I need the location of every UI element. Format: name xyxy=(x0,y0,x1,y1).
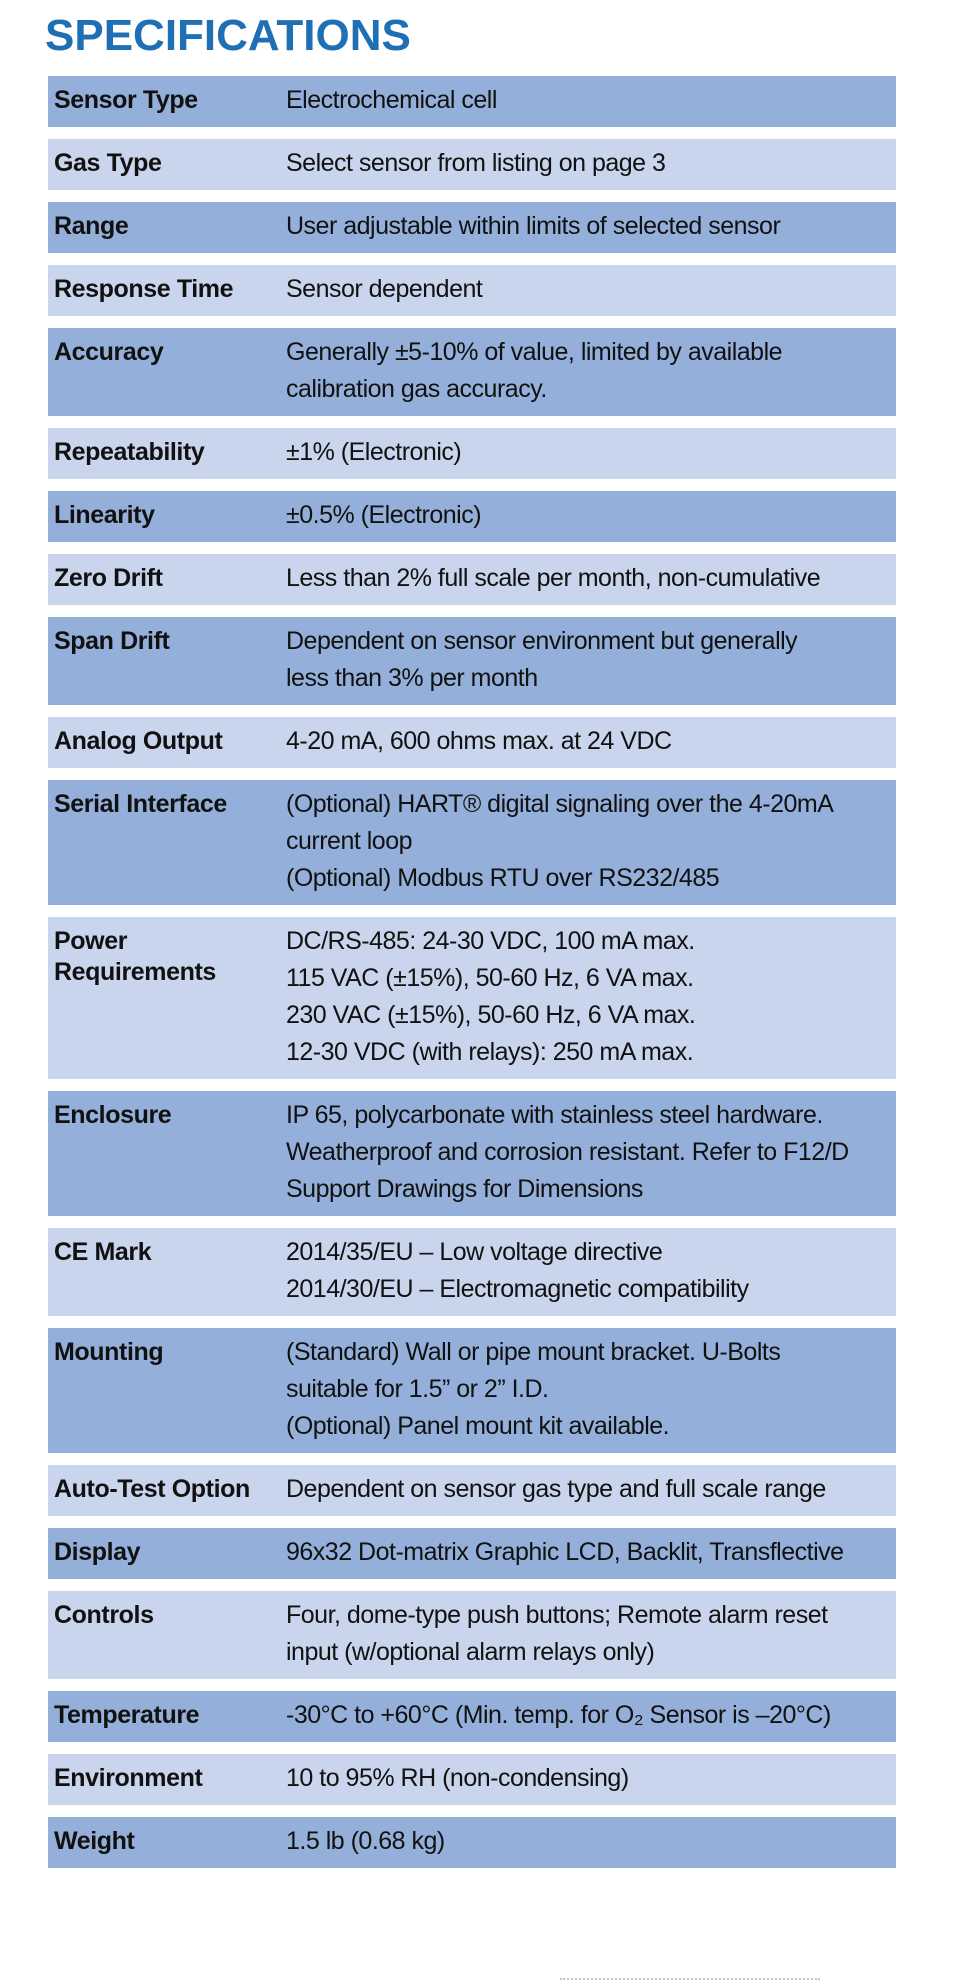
page-title: SPECIFICATIONS xyxy=(45,11,411,60)
spec-row-response-time xyxy=(48,265,896,316)
spec-label: Temperature xyxy=(54,1701,200,1729)
spec-value: 96x32 Dot-matrix Graphic LCD, Backlit, Transflective xyxy=(286,1538,844,1566)
spec-value: 10 to 95% RH (non-condensing) xyxy=(286,1764,629,1792)
spec-label: CE Mark xyxy=(54,1238,152,1266)
spec-value: -30°C to +60°C (Min. temp. for O₂ Sensor is –20°C) xyxy=(286,1701,831,1729)
spec-row-linearity xyxy=(48,491,896,542)
spec-value: Sensor dependent xyxy=(286,275,483,303)
spec-row-display xyxy=(48,1528,896,1579)
spec-row-enclosure xyxy=(48,1091,896,1216)
spec-value: 1.5 lb (0.68 kg) xyxy=(286,1827,445,1855)
spec-value: (Optional) HART® digital signaling over the 4-20mA current loop (Optional) Modbus RTU over RS232/485 xyxy=(286,790,834,892)
spec-value: Less than 2% full scale per month, non-cumulative xyxy=(286,564,821,592)
specifications-table xyxy=(48,76,896,1880)
spec-label: Response Time xyxy=(54,275,234,303)
spec-row-range xyxy=(48,202,896,253)
page-edge-divider xyxy=(560,1968,820,1980)
spec-row-weight xyxy=(48,1817,896,1868)
spec-row-span-drift xyxy=(48,617,896,705)
spec-row-analog-output xyxy=(48,717,896,768)
spec-value: 2014/35/EU – Low voltage directive 2014/30/EU – Electromagnetic compatibility xyxy=(286,1238,749,1303)
spec-value: 4-20 mA, 600 ohms max. at 24 VDC xyxy=(286,727,672,755)
spec-label: Display xyxy=(54,1538,141,1566)
spec-value: DC/RS-485: 24-30 VDC, 100 mA max. 115 VAC (±15%), 50-60 Hz, 6 VA max. 230 VAC (±15%), 50-60 Hz, 6 VA max. 12-30 VDC (with relays): 250 mA max. xyxy=(286,927,696,1066)
spec-value: Electrochemical cell xyxy=(286,86,497,114)
spec-value: (Standard) Wall or pipe mount bracket. U-Bolts suitable for 1.5” or 2” I.D. (Optional) Panel mount kit available. xyxy=(286,1338,781,1440)
spec-row-accuracy xyxy=(48,328,896,416)
spec-row-power-requirements xyxy=(48,917,896,1079)
spec-label: Span Drift xyxy=(54,627,170,655)
spec-value: Select sensor from listing on page 3 xyxy=(286,149,666,177)
spec-label: Power Requirements xyxy=(54,927,216,986)
spec-label: Auto-Test Option xyxy=(54,1475,250,1503)
spec-label: Enclosure xyxy=(54,1101,172,1129)
spec-label: Zero Drift xyxy=(54,564,163,592)
spec-value: Generally ±5-10% of value, limited by available calibration gas accuracy. xyxy=(286,338,783,403)
spec-row-ce-mark xyxy=(48,1228,896,1316)
spec-row-environment xyxy=(48,1754,896,1805)
spec-label: Gas Type xyxy=(54,149,162,177)
spec-row-mounting xyxy=(48,1328,896,1453)
spec-value: Four, dome-type push buttons; Remote alarm reset input (w/optional alarm relays only) xyxy=(286,1601,828,1666)
spec-value: IP 65, polycarbonate with stainless steel hardware. Weatherproof and corrosion resistant. Refer to F12/D Support Drawings for Dimensions xyxy=(286,1101,849,1203)
spec-value: User adjustable within limits of selected sensor xyxy=(286,212,781,240)
spec-row-zero-drift xyxy=(48,554,896,605)
spec-value: ±0.5% (Electronic) xyxy=(286,501,482,529)
spec-row-sensor-type xyxy=(48,76,896,127)
spec-row-repeatability xyxy=(48,428,896,479)
spec-label: Range xyxy=(54,212,129,240)
spec-value: ±1% (Electronic) xyxy=(286,438,462,466)
spec-row-serial-interface xyxy=(48,780,896,905)
spec-label: Accuracy xyxy=(54,338,164,366)
spec-value: Dependent on sensor gas type and full scale range xyxy=(286,1475,826,1503)
spec-row-temperature xyxy=(48,1691,896,1742)
spec-value: Dependent on sensor environment but generally less than 3% per month xyxy=(286,627,798,692)
spec-label: Analog Output xyxy=(54,727,223,755)
spec-label: Linearity xyxy=(54,501,155,529)
spec-row-auto-test-option xyxy=(48,1465,896,1516)
spec-row-controls xyxy=(48,1591,896,1679)
spec-row-gas-type xyxy=(48,139,896,190)
spec-label: Sensor Type xyxy=(54,86,198,114)
spec-label: Controls xyxy=(54,1601,154,1629)
spec-label: Environment xyxy=(54,1764,203,1792)
spec-label: Serial Interface xyxy=(54,790,227,818)
spec-label: Repeatability xyxy=(54,438,205,466)
spec-label: Weight xyxy=(54,1827,135,1855)
spec-label: Mounting xyxy=(54,1338,164,1366)
